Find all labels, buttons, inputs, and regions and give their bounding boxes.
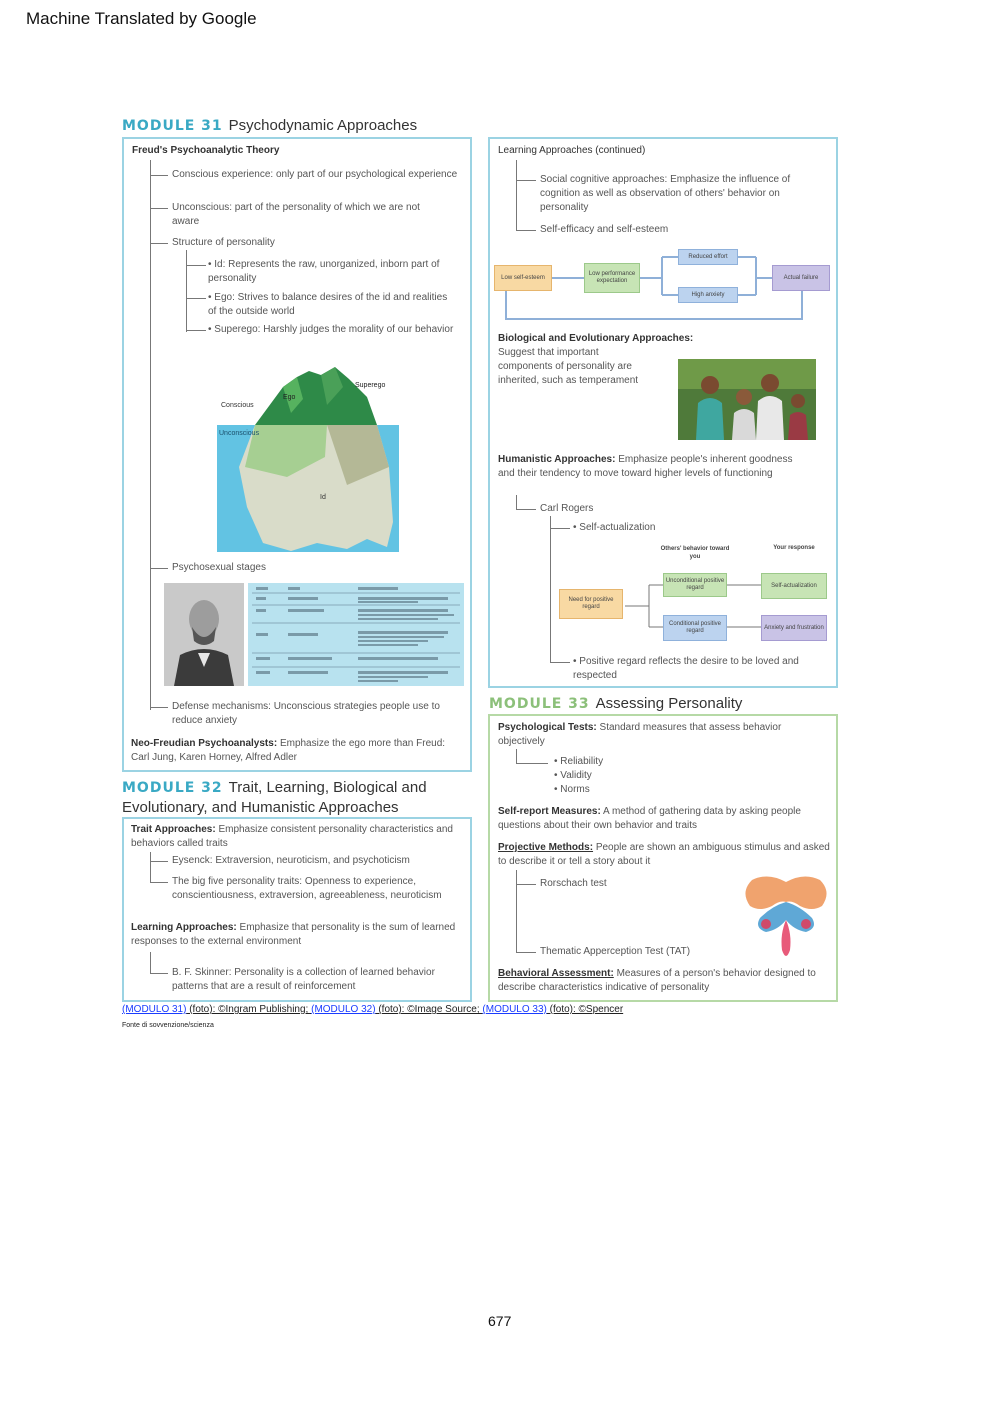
flow-low-performance-expectation: Low performance expectation [584,263,640,293]
rogers-anxiety-frustration: Anxiety and frustration [761,615,827,641]
module-32-title-line1: Trait, Learning, Biological and [228,779,427,796]
module-32-title-line2: Evolutionary, and Humanistic Approaches [122,799,399,816]
page-number: 677 [488,1313,512,1329]
iceberg-unconscious-label: Unconscious [219,430,260,437]
self-actualization-text: • Self-actualization [573,522,656,533]
module-33-label: MODULE 33 [489,696,590,712]
credit-foto-3: (foto): ©Spencer [546,1004,624,1015]
rogers-your-response-header: Your response [773,545,815,551]
freud-heading: Freud's Psychoanalytic Theory [132,145,280,156]
psychosexual-stages-table [248,583,464,686]
superego-text: • Superego: Harshly judges the morality of our behavior [208,324,454,335]
conscious-text: Conscious experience: only part of our psychological experience [172,169,458,180]
learning-continued-heading: Learning Approaches (continued) [498,145,646,156]
carl-rogers-text: Carl Rogers [540,503,594,514]
humanistic-block [498,453,798,481]
neo-freudian-text: Emphasize the ego more than Freud: Carl Jung, Karen Horney, Alfred Adler [131,738,446,763]
module-33-heading [489,695,742,712]
projective-block [498,841,830,869]
rogers-positive-regard-diagram [555,545,835,645]
flow-reduced-effort: Reduced effort [678,249,738,265]
reliability-text: • Reliability [554,756,604,767]
freud-photo [164,583,244,686]
learning-label: Learning Approaches: [131,922,237,933]
projective-text: People are shown an ambiguous stimulus and asked to describe it or tell a story about it [498,842,830,867]
family-photo [678,359,816,440]
module-32-heading [122,778,427,817]
trait-text: Emphasize consistent personality characteristics and behaviors called traits [131,824,453,849]
iceberg-ego-label: Ego [283,394,296,401]
self-report-text: A method of gathering data by asking people questions about their own behavior and traits [498,806,801,831]
flow-actual-failure: Actual failure [772,265,830,291]
neo-freudian-block [131,737,461,765]
self-report-block [498,805,828,833]
projective-label: Projective Methods: [498,842,594,853]
flow-high-anxiety: High anxiety [678,287,738,303]
rogers-unconditional-positive-regard: Unconditional positive regard [663,573,727,597]
biological-text: Suggest that important components of personality are inherited, such as temperament [498,347,639,386]
humanistic-label: Humanistic Approaches: [498,454,616,465]
rogers-need-for-positive-regard: Need for positive regard [559,589,623,619]
credit-foto-2: (foto): ©Image Source; [375,1004,483,1015]
tat-text: Thematic Apperception Test (TAT) [540,946,691,957]
machine-translation-banner: Machine Translated by Google [26,9,257,28]
credit-link-module-33[interactable]: (MODULO 33) [482,1004,547,1015]
rogers-self-actualization: Self-actualization [761,573,827,599]
trait-label: Trait Approaches: [131,824,216,835]
psych-tests-block [498,721,828,749]
module-32-label: MODULE 32 [122,780,223,796]
behavioral-assessment-block [498,967,830,995]
validity-text: • Validity [554,770,592,781]
psych-tests-label: Psychological Tests: [498,722,597,733]
trait-approaches-block [131,823,461,851]
rorschach-inkblot-image [738,872,834,964]
rogers-others-behavior-header: Others' behavior toward you [660,546,730,560]
credit-link-module-31[interactable]: (MODULO 31) [122,1004,187,1015]
module-31-title: Psychodynamic Approaches [228,117,418,134]
module-31-heading [122,117,417,134]
social-cognitive-text: Social cognitive approaches: Emphasize the influence of cognition as well as observation of others' behavior on personality [540,174,791,213]
behavioral-label: Behavioral Assessment: [498,968,614,979]
iceberg-conscious-label: Conscious [221,402,254,409]
id-text: • Id: Represents the raw, unorganized, inborn part of personality [208,259,440,284]
defense-text: Defense mechanisms: Unconscious strategies people use to reduce anxiety [172,701,440,726]
flow-low-self-esteem: Low self-esteem [494,265,552,291]
neo-freudian-label: Neo-Freudian Psychoanalysts: [131,738,278,749]
credit-source-line: Fonte di sovvenzione/scienza [122,1022,214,1029]
iceberg-superego-label: Superego [355,382,386,389]
big-five-text: The big five personality traits: Openness to experience, conscientiousness, extraversion, agreeableness, neuroticism [172,876,442,901]
ego-text: • Ego: Strives to balance desires of the id and realities of the outside world [208,292,448,317]
module-33-title: Assessing Personality [595,695,743,712]
rogers-conditional-positive-regard: Conditional positive regard [663,615,727,641]
eysenck-text: Eysenck: Extraversion, neuroticism, and psychoticism [172,855,410,866]
credit-link-module-32[interactable]: (MODULO 32) [311,1004,376,1015]
psychosexual-text: Psychosexual stages [172,562,266,573]
learning-text: Emphasize that personality is the sum of learned responses to the external environment [131,922,456,947]
self-efficacy-text: Self-efficacy and self-esteem [540,224,669,235]
credit-foto-1: (foto): ©Ingram Publishing; [186,1004,312,1015]
iceberg-id-label: Id [320,494,326,501]
biological-label: Biological and Evolutionary Approaches: [498,333,694,344]
iceberg-figure [217,357,399,552]
photo-credits [122,1004,623,1015]
module-31-label: MODULE 31 [122,118,223,134]
unconscious-text: Unconscious: part of the personality of which we are not aware [172,202,420,227]
skinner-text: B. F. Skinner: Personality is a collection of learned behavior patterns that are a result of reinforcement [172,967,435,992]
behavioral-text: Measures of a person's behavior designed to describe characteristics indicative of personality [498,968,816,993]
norms-text: • Norms [554,784,590,795]
self-report-label: Self-report Measures: [498,806,601,817]
psych-tests-text: Standard measures that assess behavior objectively [498,722,782,747]
positive-regard-text: • Positive regard reflects the desire to be loved and respected [573,656,799,681]
learning-approaches-block [131,921,461,949]
self-esteem-flow-diagram [494,245,832,323]
humanistic-text: Emphasize people's inherent goodness and their tendency to move toward higher levels of functioning [498,454,793,479]
structure-text: Structure of personality [172,237,275,248]
rorschach-text: Rorschach test [540,878,607,889]
